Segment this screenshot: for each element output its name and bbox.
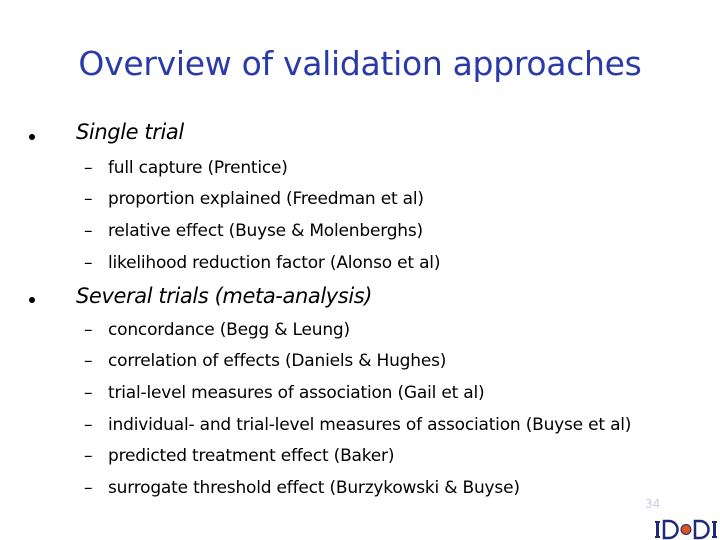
dash-icon: – [84, 446, 93, 466]
dash-icon: – [84, 383, 93, 403]
list-item: likelihood reduction factor (Alonso et al) [108, 253, 441, 273]
bullet-heading-several-trials: Several trials (meta-analysis) [76, 284, 373, 308]
dash-icon: – [84, 189, 93, 209]
list-item: surrogate threshold effect (Burzykowski & Buyse) [108, 478, 520, 498]
bullet-heading-single-trial: Single trial [76, 120, 184, 144]
page-title: Overview of validation approaches [78, 44, 642, 83]
list-item: concordance (Begg & Leung) [108, 320, 350, 340]
list-item: correlation of effects (Daniels & Hughes) [108, 351, 447, 371]
dash-icon: – [84, 221, 93, 241]
dash-icon: – [84, 320, 93, 340]
bullet-dot [29, 297, 35, 303]
bullet-dot [29, 134, 35, 140]
dash-icon: – [84, 478, 93, 498]
dash-icon: – [84, 253, 93, 273]
list-item: individual- and trial-level measures of association (Buyse et al) [108, 415, 632, 435]
dash-icon: – [84, 415, 93, 435]
iddi-logo-icon [655, 518, 717, 540]
list-item: relative effect (Buyse & Molenberghs) [108, 221, 423, 241]
list-item: proportion explained (Freedman et al) [108, 189, 424, 209]
list-item: trial-level measures of association (Gail et al) [108, 383, 485, 403]
dash-icon: – [84, 158, 93, 178]
dash-icon: – [84, 351, 93, 371]
list-item: full capture (Prentice) [108, 158, 288, 178]
list-item: predicted treatment effect (Baker) [108, 446, 395, 466]
page-number: 34 [645, 497, 661, 511]
